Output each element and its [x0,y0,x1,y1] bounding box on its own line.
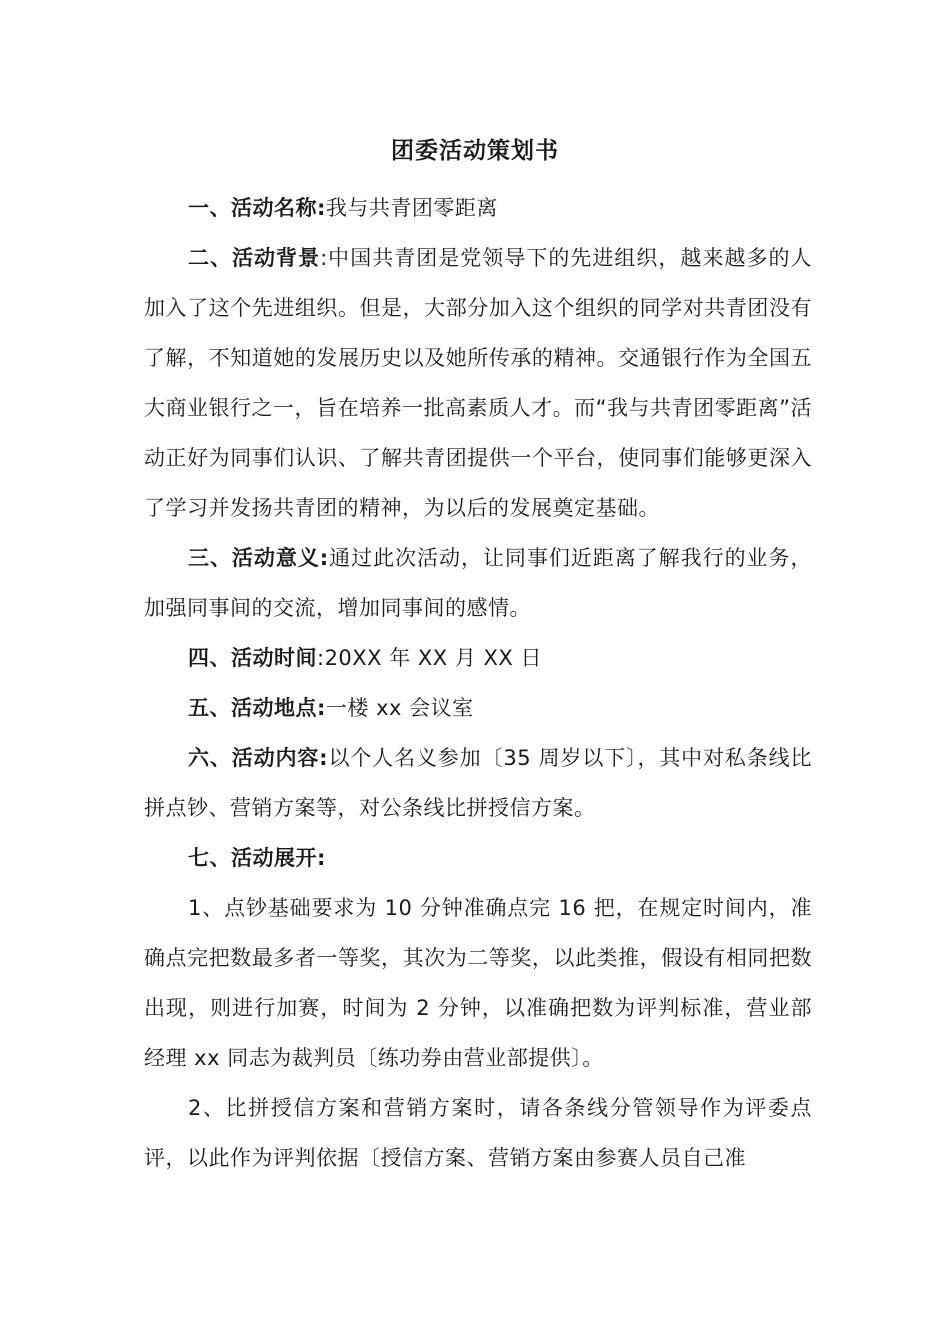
section-label: 五、活动地点: [188,696,326,720]
section-text: :20XX 年 XX 月 XX 日 [317,646,542,670]
section-label: 二、活动背景 [188,246,321,270]
section-activity-time [144,633,812,683]
document-body [144,183,812,1183]
section-label: 四、活动时间 [188,646,317,670]
section-text: 一楼 xx 会议室 [325,696,474,720]
process-item-1: 1、点钞基础要求为 10 分钟准确点完 16 把，在规定时间内，准确点完把数最多者一等奖，其次为二等奖，以此类推，假设有相同把数出现，则进行加赛，时间为 2 分钟，以准确把数为评判标准，营业部经理 xx 同志为裁判员〔练功券由营业部提供〕。 [144,896,812,1070]
section-label: 一、活动名称: [188,196,326,220]
section-label: 六、活动内容: [188,746,329,770]
section-activity-name [144,183,812,233]
section-text: 通过此次活动，让同事们近距离了解我行的业务，加强同事间的交流，增加同事间的感情。 [144,546,812,620]
section-activity-content [144,733,812,833]
section-text: 以个人名义参加〔35 周岁以下〕，其中对私条线比拼点钞、营销方案等，对公条线比拼授信方案。 [144,746,812,820]
document-title: 团委活动策划书 [391,138,559,164]
section-activity-process [144,833,812,883]
section-text: :中国共青团是党领导下的先进组织，越来越多的人加入了这个先进组织。但是，大部分加入这个组织的同学对共青团没有了解，不知道她的发展历史以及她所传承的精神。交通银行作为全国五大商业银行之一，旨在培养一批高素质人才。而“我与共青团零距离”活动正好为同事们认识、了解共青团提供一个平台，使同事们能够更深入了学习并发扬共青团的精神，为以后的发展奠定基础。 [144,246,812,520]
section-activity-location [144,683,812,733]
section-label: 七、活动展开: [188,846,326,870]
process-item-2: 2、比拼授信方案和营销方案时，请各条线分管领导作为评委点评，以此作为评判依据〔授信方案、营销方案由参赛人员自己准 [144,1096,812,1170]
section-activity-significance [144,533,812,633]
section-label: 三、活动意义: [188,546,329,570]
section-activity-background [144,233,812,533]
section-text: 我与共青团零距离 [325,196,498,220]
